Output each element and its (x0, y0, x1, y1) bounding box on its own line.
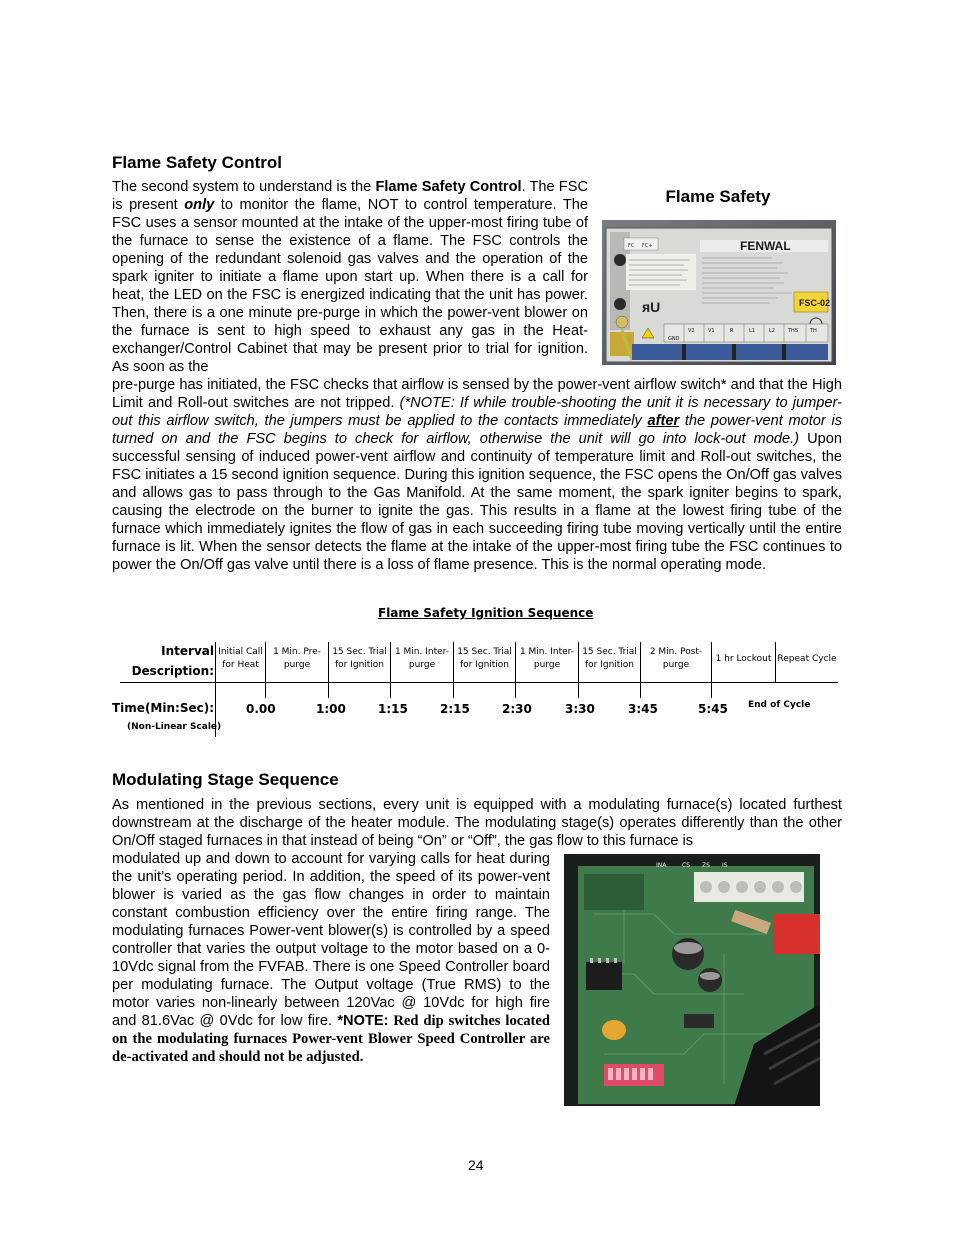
board-label-ina: INA (656, 862, 667, 869)
fsc-terminal-0: GND (668, 336, 680, 342)
paragraph-modulating-intro: As mentioned in the previous sections, every unit is equipped with a modulating furnace(s) located furthest downstream at the discharge of the heater module. The modulating stage(s) operates differently than the other On/Off staged furnaces in that instead of being “On” or “Off”, the gas flow to this furnace is (112, 797, 842, 849)
timeline-interval (329, 646, 390, 672)
interval-line2: for Ignition (584, 660, 635, 670)
modulating-details-text: modulated up and down to account for varying calls for heat during the unit’s operating period. In addition, the speed of its power-vent blower is varied as the gas flow changes in order to maintain constant combustion efficiency over the entire firing range. The modulating furnaces Power-vent blower(s) is controlled by a speed controller that varies the output voltage to the motor based on a 0-10Vdc signal from the FVFAB. There is one Speed Controller board per modulating furnace. The Output voltage (True RMS) to the motor varies non-linearly between 120Vac @ 10Vdc for high fire and 81.6Vac @ 0Vdc for low fire. (112, 851, 550, 1029)
speed-controller-photo (564, 854, 820, 1106)
interval-line2: purge (408, 660, 436, 670)
ignition-sequence-timeline (112, 600, 842, 745)
timeline-scale-note: (Non-Linear Scale) (127, 722, 222, 732)
modulating-note-label: *NOTE: (337, 1013, 389, 1029)
fsc-intro-text-c: . The FSC is present (112, 179, 588, 213)
fsc-model-badge: FSC-02 (799, 298, 831, 308)
fsc-seq-note-a: (*NOTE: If while trouble-shooting the unit it is necessary to jumper-out this airflow switch, the jumpers must be applied to the contacts immediately (112, 395, 842, 429)
interval-line1: 1 Min. Pre- (273, 647, 321, 657)
timeline-time-label: Time(Min:Sec): (112, 701, 214, 715)
fsc-terminal-5: L2 (769, 328, 775, 334)
interval-line2: for Heat (222, 660, 259, 670)
timeline-time: 0.00 (246, 702, 276, 716)
fsc-seq-note-after: after (647, 413, 680, 429)
fsc-terminal-6: THS (788, 328, 798, 334)
interval-line1: Initial Call (218, 647, 263, 657)
timeline-interval (216, 646, 265, 672)
timeline-separator (711, 642, 712, 698)
section-heading-modulating-stage: Modulating Stage Sequence (112, 770, 339, 789)
fsc-terminal-2: V1 (708, 328, 715, 334)
interval-line1: 15 Sec. Trial (457, 647, 512, 657)
fsc-terminal-4: L1 (749, 328, 755, 334)
board-label-is: IS (722, 862, 728, 869)
interval-line1: 15 Sec. Trial (582, 647, 637, 657)
fsc-photo-drawing (602, 220, 836, 365)
fsc-intro-text-a: The second system to understand is the (112, 179, 376, 195)
paragraph-modulating-details (112, 850, 550, 1066)
timeline-time: 3:45 (628, 702, 658, 716)
fsc-seq-note-d: the power-vent motor is turned on and the FSC begins to check for airflow, otherwise the unit will go into lock-out mode.) (112, 413, 842, 447)
timeline-description-label: Description: (131, 664, 214, 678)
paragraph-fsc-intro (112, 178, 588, 376)
fsc-terminal-1: V2 (688, 328, 695, 334)
interval-line1: 2 Min. Post- (649, 647, 703, 657)
interval-line2: purge (283, 660, 311, 670)
timeline-time: 2:15 (440, 702, 470, 716)
timeline-time: 1:15 (378, 702, 408, 716)
timeline-interval (266, 646, 328, 672)
board-label-zs: ZS (702, 862, 710, 869)
fsc-intro-only: only (184, 197, 215, 213)
speed-controller-drawing (564, 854, 820, 1106)
timeline-interval-label: Interval (161, 644, 214, 658)
figure-caption-flame-safety: Flame Safety (665, 187, 771, 206)
page-number: 24 (468, 1157, 484, 1173)
interval-line2: purge (533, 660, 561, 670)
timeline-axis-line (120, 682, 838, 683)
timeline-time: 3:30 (565, 702, 595, 716)
timeline-end-of-cycle: End of Cycle (748, 700, 811, 710)
fsc-side-label-1: FC+ (642, 243, 653, 249)
fsc-terminal-3: R (730, 328, 734, 334)
interval-line2: for Ignition (334, 660, 385, 670)
fsc-intro-bold: Flame Safety Control (375, 179, 522, 195)
modulating-note-text: Red dip switches located on the modulating furnaces Power-vent Blower Speed Controller are de-activated and should not be adjusted. (112, 1013, 550, 1065)
fsc-seq-text-a: pre-purge has initiated, the FSC checks that airflow is sensed by the power-vent airflow switch* and that the High Limit and Roll-out switches are not tripped. (112, 377, 842, 411)
timeline-interval (712, 653, 775, 666)
board-label-cs: CS (682, 862, 690, 869)
interval-line1: 1 hr Lockout (715, 654, 772, 664)
fsc-photo (602, 220, 836, 365)
timeline-time: 5:45 (698, 702, 728, 716)
fsc-seq-text-e: Upon successful sensing of induced power-vent airflow and continuity of temperature limit and Roll-out switches, the FSC initiates a 15 second ignition sequence. During this ignition sequence, the FSC opens the On/Off gas valves and allows gas to pass through to the Gas Manifold. At the same moment, the spark igniter begins to spark, causing the electrode on the burner to ignite the gas. This results in a flame at the lowest firing tube of the furnace which immediately ignites the flow of gas in each succeeding firing tube moving vertically until the entire furnace is lit. When the sensor detects the flame at the intake of the upper-most firing tube the FSC continues to power the On/Off gas valve until there is a loss of flame presence. This is the normal operating mode. (112, 431, 842, 573)
timeline-interval (776, 653, 838, 666)
timeline-interval (579, 646, 640, 672)
interval-line2: for Ignition (459, 660, 510, 670)
timeline-interval (641, 646, 711, 672)
fsc-brand-logo: FENWAL (740, 239, 791, 253)
fsc-intro-text-e: to monitor the flame, NOT to control temperature. The FSC uses a sensor mounted at the intake of the upper-most firing tube of the furnace to sense the existence of a flame. The FSC controls the opening of the redundant solenoid gas valves and the operation of the spark igniter to initiate a flame upon start up. When there is a call for heat, the LED on the FSC is energized indicating that the unit has power. Then, there is a one minute pre-purge in which the power-vent blower on the furnace is sent to high speed to exhaust any gas in the Heat-exchanger/Control Cabinet that may be present prior to trial for ignition. As soon as the (112, 197, 588, 375)
interval-line1: 1 Min. Inter- (394, 647, 450, 657)
interval-line1: 15 Sec. Trial (332, 647, 387, 657)
fsc-side-label-0: FC (628, 243, 635, 249)
timeline-time: 2:30 (502, 702, 532, 716)
timeline-interval (516, 646, 578, 672)
timeline-title: Flame Safety Ignition Sequence (378, 606, 594, 620)
timeline-time: 1:00 (316, 702, 346, 716)
paragraph-fsc-sequence (112, 376, 842, 574)
interval-line1: Repeat Cycle (777, 654, 837, 664)
fsc-terminal-7: TH (810, 328, 817, 334)
interval-line2: purge (662, 660, 690, 670)
section-heading-flame-safety-control: Flame Safety Control (112, 153, 283, 172)
timeline-interval (391, 646, 453, 672)
ul-mark-icon: ᴙU (642, 299, 661, 315)
interval-line1: 1 Min. Inter- (519, 647, 575, 657)
timeline-interval (454, 646, 515, 672)
